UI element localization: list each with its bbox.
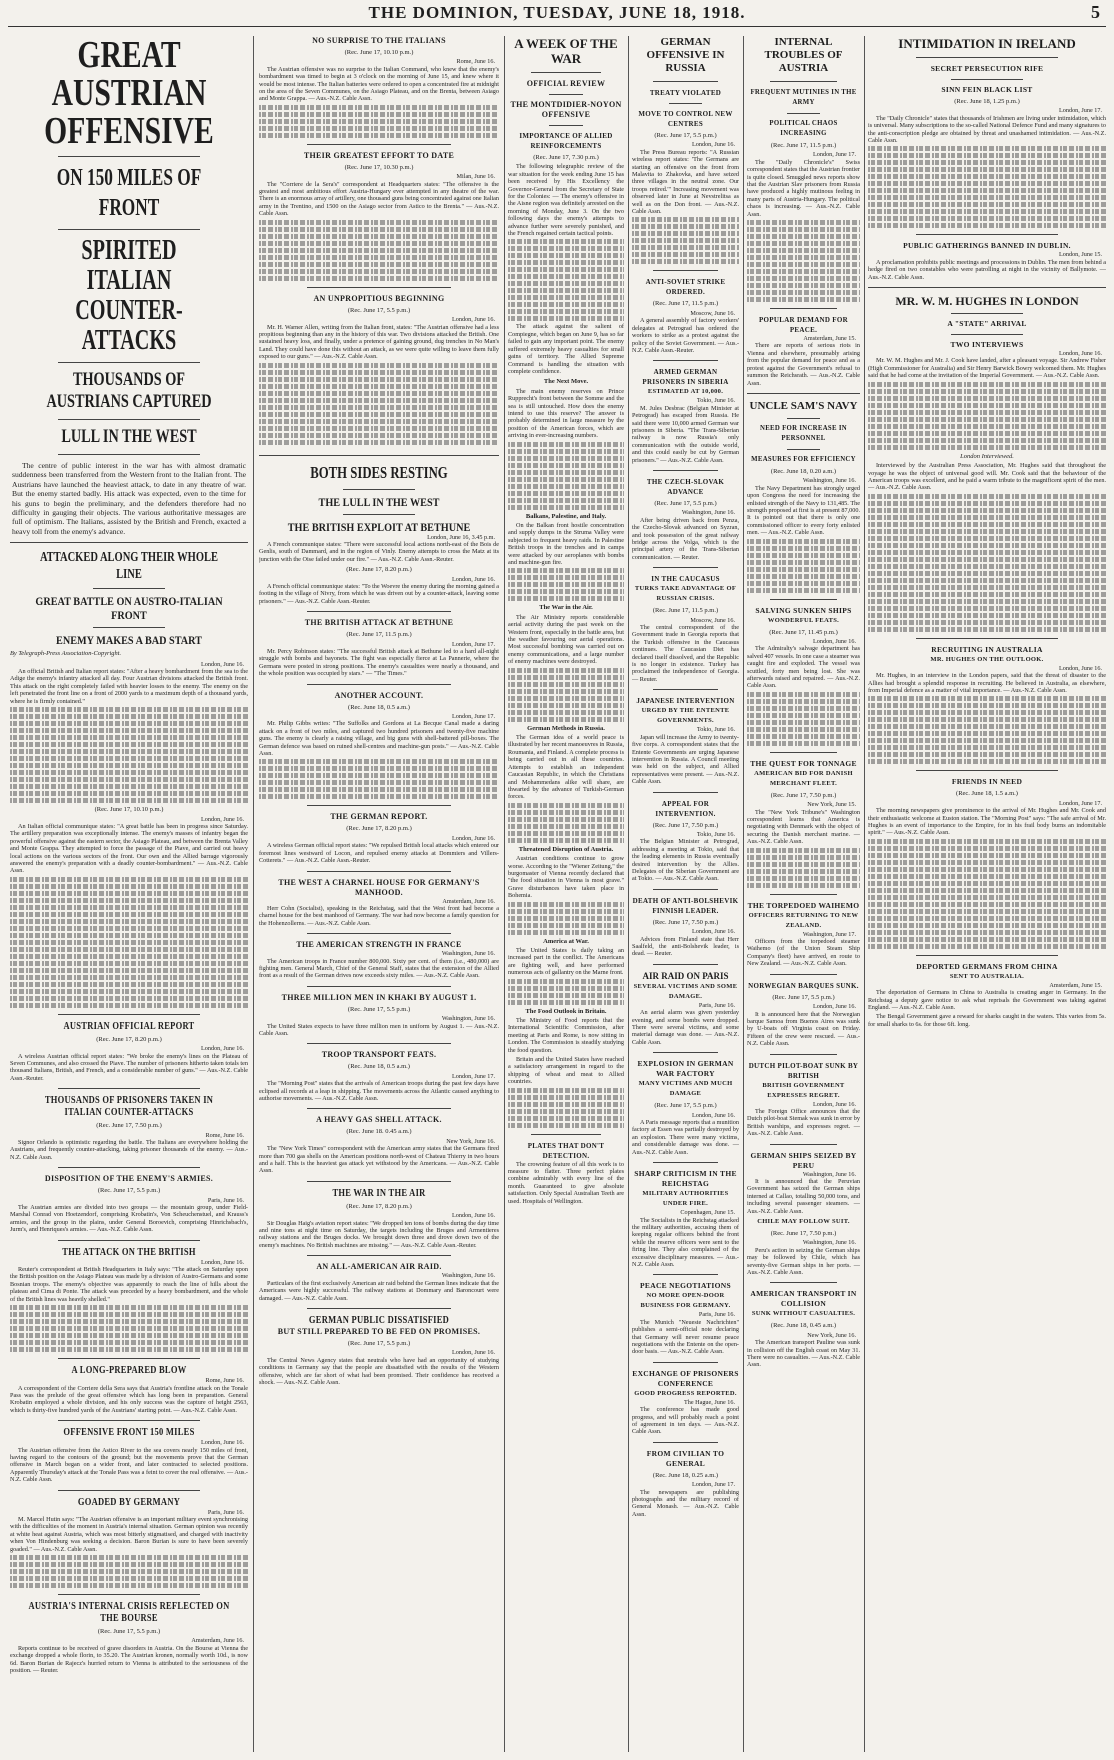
article-text: The "Daily Chronicle" states that thousands of Irishmen are living under intimidation, which is universal. Many subscriptions to the so-called National Defence Fund and many signatures to the anti-conscription pledge are obtained by threat and unashamed intimidation. — Aus.-N.Z. Cable Assn. <box>868 114 1106 145</box>
article-text: The morning newspapers give prominence to the arrival of Mr. Hughes and Mr. Cook and their enthusiastic welcome at Euston station. The "Morning Post" says: "The safe arrival of Mr. Hughes is an event of importance to the Empire, for in his frail body burns an indomitable spirit." — Aus.-N.Z. Cable Assn. <box>868 807 1106 837</box>
dateline-place: New York, June 16. <box>446 1137 495 1145</box>
article-text: There are reports of serious riots in Vienna and elsewhere, presumably arising from the popular demand for peace and as a protest against the Government's refusal to summon the Reichsrath. — Aus.-N.Z. Cable Assn. <box>747 342 860 387</box>
article-text: M. Jules Desbrac (Belgian Minister at Petrograd) has escaped from Russia. He said there were 10,000 armed German war prisoners in Siberia. "The Trans-Siberian railway is now Russia's only communication with the outside world, and this could easily be cut by German prisoners." — Aus.-N.Z. Cable Assn. <box>632 404 739 464</box>
received-date: (Rec. June 18, 0.20 a.m.) <box>770 467 837 475</box>
section-heading: THE GERMAN REPORT. <box>330 812 428 822</box>
headline-150-miles: ON 150 MILES OF FRONT <box>56 165 202 221</box>
received-date: (Rec. June 17, 5.5 p.m.) <box>347 306 411 314</box>
dateline-place: Moscow, June 16. <box>690 616 735 624</box>
article-text: Signor Orlando is optimistic regarding the battle. The Italians are everywhere holding the Austrians, and frequently counter-attacking, taking prisoner thousands of the enemy. — Aus.-N.Z. Cable Assn. <box>10 1139 248 1161</box>
dateline-place: London, June 16. <box>201 1439 244 1447</box>
section-subheading: OFFICERS RETURNING TO NEW ZEALAND. <box>748 911 859 929</box>
received-date: (Rec. June 17, 5.5 p.m.) <box>772 993 835 1001</box>
section-heading: TROOP TRANSPORT FEATS. <box>321 1050 437 1060</box>
column-1 <box>10 36 248 1754</box>
section-subheading: POLITICAL CHAOS INCREASING <box>769 120 838 137</box>
article-text: Mr. W. M. Hughes and Mr. J. Cook have landed, after a pleasant voyage. Sir Andrew Fisher (High Commissioner for Australia) and Sir Henry Barwick Bowry welcomed them. Mr. Hughes said that he had come at the invitation of the Imperial Government. — Aus.-N.Z. Cable Assn. <box>868 357 1106 380</box>
headline-german-offensive-russia: GERMAN OFFENSIVE IN RUSSIA <box>646 36 725 74</box>
section-heading: PEACE NEGOTIATIONS <box>640 1281 731 1291</box>
article-text: The conference has made good progress, and will probably reach a point of agreement in ten days. — Aus.-N.Z. Cable Assn. <box>632 1406 739 1436</box>
article-text: The deportation of Germans in China to Australia is creating anger in Germany. In the Reichstag a deputy gave notice to ask what reprisals the Government was taking against England. — Aus.-N.Z. Cable Assn. <box>868 989 1106 1011</box>
section-heading: THREE MILLION MEN IN KHAKI BY AUGUST 1. <box>281 992 477 1002</box>
article-text: It is announced here that the Norwegian barque Samoa from Buenos Aires was sunk by U-boats off Virginia coast on Friday. Fifteen of the crew were rescued. — Aus.-N.Z. Cable Assn. <box>747 1010 860 1048</box>
dateline-place: London, June 16. <box>201 815 244 823</box>
dateline-place: London, June 16. <box>692 141 735 149</box>
article-text: The "New York Tribune's" Washington correspondent learns that America is negotiating with Denmark with the object of securing the Danish merchant marine. — Aus.-N.Z. Cable Assn. <box>747 808 860 846</box>
masthead <box>0 0 1114 26</box>
section-subheading: BUT STILL PREPARED TO BE FED ON PROMISES. <box>277 1326 481 1336</box>
section-heading: ATTACKED ALONG THEIR WHOLE LINE <box>39 550 219 583</box>
article-text: Mr. Hughes, in an interview in the London papers, said that the threat of disaster to the Allies had brought a splendid response in recruiting. He believed in Australia, as elsewhere, from Imperial defence as a matter of vital importance. — Aus.-N.Z. Cable Assn. <box>868 672 1106 694</box>
subsection-title: Threatened Disruption of Austria. <box>518 845 614 853</box>
section-heading: THE BRITISH ATTACK AT BETHUNE <box>304 618 454 628</box>
article-text: A French communique states: "There were successful local actions north-east of the Bois de Genlis, south of Dammard, and in the region of Vinly. Enemy attempts to cross the Matz at its junction with the Oise failed under our fire." — Aus.-N.Z. Cable Assn.-Reuter. <box>259 540 499 563</box>
article-text: The Air Ministry reports considerable aerial activity during the past week on the Western front, especially in the battle area, but the weather favouring our aerial operations. Most successful bombing was carried out on enemy communications, and a large number of enemy machines were destroyed. <box>508 613 624 666</box>
article-text: An aerial alarm was given yesterday evening, and some bombs were dropped. There were several victims, and some material damage was done. — Aus.-N.Z. Cable Assn. <box>632 1009 739 1046</box>
dateline-place: London, June 17. <box>813 151 856 159</box>
received-date: (Rec. June 17, 5.5 p.m.) <box>97 1628 161 1635</box>
headline-lull-in-the-west: LULL IN THE WEST <box>61 426 197 447</box>
received-date: (Rec. June 17, 8.20 p.m.) <box>96 1035 162 1043</box>
article-text: Herr Cohn (Socialist), speaking in the Reichstag, said that the West front had become a charnel house for the best manhood of Germany. The war had now become a family question for the Hohenzollerns. — Aus.-N.Z. Cable Assn. <box>259 904 499 927</box>
article-text: Austrian conditions continue to grow worse. According to the "Wiener Zeitung," the burgomaster of Vienna recently declared that "the food situation in Vienna is most grave." Grave disturbances have taken place in Bohemia. <box>508 855 624 900</box>
dateline-place: London, June 17. <box>1059 799 1102 807</box>
column-rule <box>864 36 865 1752</box>
page-number: 5 <box>1091 2 1100 22</box>
section-subheading: BRITISH GOVERNMENT EXPRESSES REGRET. <box>762 1081 845 1099</box>
section-subheading: TREATY VIOLATED <box>649 89 722 97</box>
received-date: (Rec. June 17, 10.30 p.m.) <box>344 163 414 171</box>
dateline-place: London, June 16. <box>452 575 495 583</box>
section-heading: PUBLIC GATHERINGS BANNED IN DUBLIN. <box>903 241 1071 251</box>
section-subheading: NO MORE OPEN-DOOR BUSINESS FOR GERMANY. <box>640 1292 731 1310</box>
article-text: The German idea of a world peace is illustrated by her recent manoeuvres in Russia, Roumania, and Finland. A complete process is being carried out in all these countries. Attempts to establish an independent Caucasian Republic, in which the Christians and Mohammedans alike will share, are thwarted by the advance of Turkish-German forces. <box>508 734 624 801</box>
dateline-place: Amsterdam, June 16. <box>191 1637 244 1645</box>
received-date: (Rec. June 18, 0.5 a.m.) <box>348 703 410 711</box>
article-text: The Central News Agency states that neutrals who have had an opportunity of studying conditions in Germany say that the people are dissatisfied with the results of the Western offensive, which are far short of what had been promised. Their confidence has received a shock. — Aus.-N.Z. Cable Assn. <box>259 1356 499 1386</box>
article-text: The Socialists in the Reichstag attacked the military authorities, accusing them of keeping regular officers behind the front while the reserve officers were sent to the firing line. They also complained of the excessive disciplinary measures. — Aus.-N.Z. Cable Assn. <box>632 1216 739 1268</box>
dateline-place: Copenhagen, June 15. <box>680 1209 735 1217</box>
headline-both-sides-resting: BOTH SIDES RESTING <box>310 462 448 482</box>
headline-internal-troubles-austria: INTERNAL TROUBLES OF AUSTRIA <box>764 36 843 74</box>
dateline-place: London, June 17. <box>1059 107 1102 115</box>
section-heading: AUSTRIAN OFFICIAL REPORT <box>63 1020 195 1032</box>
section-heading: THE QUEST FOR TONNAGE <box>750 758 857 768</box>
dateline-place: Washington, June 16. <box>802 1239 856 1247</box>
article-text: The "Corriere de la Sera's" correspondent at Headquarters states: "The offensive is the greatest and most ambitious effort Austria-Hungary ever attempted in any theatre of the war. There is an enormous array of artillery, one thousand guns being concentrated against one Italian army in the Trentino, and 1500 on the Asiago sector from Astico to the Brenta." — Aus.-N.Z. Cable Assn. <box>259 180 499 218</box>
received-date: (Rec. June 17, 7.50 p.m.) <box>770 791 837 799</box>
article-text: The crowning feature of all this work is to measure to flatter. Three perfect plates combine admirably with every line of the month. Guaranteed to give absolute satisfaction. Only Special Australian Teeth are used. Hospitals of Wellington. <box>508 1160 624 1205</box>
dateline-place: Rome, June 16. <box>205 1377 244 1385</box>
article-text: The "New York Times" correspondent with the American army states that the Germans fired more than 700 gas shells on the American positions north-west of Chateau Thierry in two hours and a half. This is the heaviest gas attack yet withstood by the Americans. — Aus.-N.Z. Cable Assn. <box>259 1145 499 1175</box>
article-text: Mr. Percy Robinson states: "The successful British attack at Bethune led to a hard all-night struggle with bombs and bayonets. The fight was especially fierce at La Pannerie, where the Germans were posted in strong positions. The enemy's casualties were nearly a thousand, and the whole position was occupied by stars." — "The Times." <box>259 648 499 678</box>
headline-thousands-captured: THOUSANDS OF AUSTRIANS CAPTURED <box>46 369 212 412</box>
section-heading: OFFENSIVE FRONT 150 MILES <box>63 1427 195 1439</box>
dateline-place: London, June 16, 3.45 p.m. <box>427 533 495 541</box>
masthead-rule <box>8 26 1106 27</box>
dateline-place: Moscow, June 16. <box>690 309 735 317</box>
column-4 <box>632 36 739 1754</box>
dateline-place: Washington, June 17. <box>802 930 856 938</box>
dateline-place: Tokio, June 16. <box>696 397 735 405</box>
received-date: (Rec. June 17, 5.5 p.m.) <box>654 132 717 139</box>
article-text: Peru's action in seizing the German ships may be followed by Chile, which has seventy-five German ships in her ports. — Aus.-N.Z. Cable Assn. <box>747 1246 860 1277</box>
article-text: M. Marcel Hutin says: "The Austrian offensive is an important military event synchronising with the difficulties of the moment in Austria's internal situation. German opinion was recently at white heat against Austria, which was most bitterly stigmatised, and charged with inactivity when Von Hindenburg was seeking a decision. Baron Burian is sure to have been severely goaded." — Aus.-N.Z. Cable Assn. <box>10 1515 248 1553</box>
section-heading: ANOTHER ACCOUNT. <box>334 690 424 700</box>
dateline-place: Washington, June 16. <box>681 509 735 517</box>
section-heading: THE CZECH-SLOVAK ADVANCE <box>646 477 725 496</box>
dateline-place: London, June 16. <box>201 1258 244 1266</box>
headline-uncle-sams-navy: UNCLE SAM'S NAVY <box>749 399 858 412</box>
article-text: Reuter's correspondent at British Headquarters in Italy says: "The attack on Saturday upon the British position on the Asiago Plateau was made by a division of Austro-Germans and some Bosnian troops. The enemy's objective was apparently to reach the line of hills about the plateau and Cima di Ponte. The attack was preceded by a heavy bombardment, and the whole of the British lines was heavily shelled." <box>10 1266 248 1303</box>
subsection-title: The Food Outlook in Britain. <box>525 1007 607 1015</box>
section-subheading: MOVE TO CONTROL NEW CENTRES <box>638 110 733 128</box>
section-subheading: MR. HUGHES ON THE OUTLOOK. <box>930 655 1044 663</box>
received-date: (Rec. June 17, 10.10 p.m.) <box>344 49 414 56</box>
article-text: The Press Bureau reports: "A Russian wireless report states: 'The Germans are starting an offensive on the front from Malavita to Zhakovka, and have seized three villages in the neutral zone. Our troops retired.'" Increasing movement was observed later in June at Nevstrelitsa as well as on the Don front. — Aus.-N.Z. Cable Assn. <box>632 148 739 216</box>
section-heading: AUSTRIA'S INTERNAL CRISIS REFLECTED ON THE BOURSE <box>28 1601 230 1624</box>
section-subheading: SEVERAL VICTIMS AND SOME DAMAGE. <box>633 982 738 1000</box>
article-text: Advices from Finland state that Herr Saalfeld, the anti-Bolshevik leader, is dead. — Reuter. <box>632 935 739 958</box>
article-text: The Belgian Minister at Petrograd, addressing a meeting at Tokio, said that the leading elements in Russia eventually desired intervention by the Allies. Delegates of the Siberian Government are at Tokio. — Aus.-N.Z. Cable Assn. <box>632 838 739 883</box>
section-heading: RECRUITING IN AUSTRALIA <box>931 644 1043 654</box>
received-date: (Rec. June 17, 11.5 p.m.) <box>652 300 719 308</box>
received-date: (Rec. June 17, 7.50 p.m.) <box>652 918 719 926</box>
received-date: (Rec. June 17, 11.5 p.m.) <box>652 607 719 615</box>
dateline-place: London, June 16. <box>1059 664 1102 672</box>
article-text: The central correspondent of the Government trade in Georgia reports that the Turkish offensive in the Caucasus continues. The Caucasian Diet has declared itself dissolved, and the Republic is no longer in existence. Turkey has proclaimed the independence of Georgia. — Reuter. <box>632 624 739 683</box>
headline-italian-counter-attacks: SPIRITED ITALIAN COUNTER-ATTACKS <box>75 235 183 356</box>
article-text: The United States is daily taking an increased part in the conflict. The Americans are fighting well, and have performed numerous acts of gallantry on the Marne front. <box>508 946 624 977</box>
section-heading: THE AMERICAN STRENGTH IN FRANCE <box>296 940 462 950</box>
article-text: Japan will increase the Army to twenty-five corps. A correspondent states that the Entente Governments are urging Japanese intervention in Russia. A Council meeting was held on the subject, and Allied representatives were present. — Aus.-N.Z. Cable Assn. <box>632 733 739 786</box>
headline-hughes-in-london: MR. W. M. HUGHES IN LONDON <box>895 294 1079 309</box>
received-date: (Rec. June 17, 11.5 p.m.) <box>346 631 412 639</box>
article-text: Britain and the United States have reached a satisfactory arrangement in regard to the shipping of wheat and meat to Allied countries. <box>508 1056 624 1086</box>
column-rule <box>743 36 744 1752</box>
dateline-place: Amsterdam, June 16. <box>442 897 495 905</box>
dateline-place: London, June 16. <box>813 1003 856 1011</box>
dateline-place: London, June 16. <box>452 834 495 842</box>
subsection-title: The War in the Air. <box>539 604 593 612</box>
article-text: Mr. Philip Gibbs writes: "The Suffolks and Gordons at La Becque Canal made a daring attack on a front of two miles, and captured two hundred prisoners and twenty-five machine guns. The enemy is clearly a raising village, and big guns with shell-battered pill-boxes. The German defence was based on ruined shell-centres and machine-gun posts." — Aus.-N.Z. Cable Assn. <box>259 720 499 758</box>
dateline-place: London, June 17. <box>452 713 495 721</box>
article-text: The Austrian armies are divided into two groups — the mountain group, under Field-Marshal Conrad von Hoetzendorf, comprising Krobatin's, Von Scheuchenstuel, and Krauss's armies, and the group in the plains, under General Boroevich, comprising Hinrichsbach's, Jurm's, and Henriques's armies. — Aus.-N.Z. Cable Assn. <box>10 1204 248 1234</box>
dateline-place: London, June 16. <box>813 1100 856 1108</box>
section-heading: APPEAL FOR INTERVENTION. <box>655 799 716 818</box>
dateline-place: Rome, June 16. <box>456 58 495 66</box>
headline-intimidation-ireland: INTIMIDATION IN IRELAND <box>898 36 1076 51</box>
dateline-place: London, June 16. <box>201 660 244 668</box>
received-date: (Rec. June 17, 5.5 p.m.) <box>347 1339 411 1347</box>
received-date: (Rec. June 17, 5.5 p.m.) <box>347 1005 411 1013</box>
article-text: The Admiralty's salvage department has salved 407 vessels. In one case a steamer was caught fire and exploded. The vessel was scuttled, forty men being lost. She was afterwards raised and repaired. — Aus.-N.Z. Cable Assn. <box>747 645 860 690</box>
dateline-place: London, June 16. <box>201 1045 244 1053</box>
received-date: (Rec. June 18, 0.45 a.m.) <box>770 1322 837 1330</box>
dateline-place: London, June 16. <box>692 1111 735 1119</box>
section-heading: GOADED BY GERMANY <box>77 1496 181 1508</box>
section-heading: IN THE CAUCASUS <box>651 575 720 584</box>
dateline-place: Tokio, June 16. <box>696 726 735 734</box>
section-heading: AMERICAN TRANSPORT IN COLLISION <box>750 1289 857 1309</box>
article-text: An Italian official communique states: "A great battle has been in progress since Saturday. The artillery preparation was exceptionally intense. The enemy's masses of infantry began the powerful offensive against the eastern sector, the Asiago Plateau, and between the Brenta Valley and Monte Grappa. They attempted to force the passage of the Piave, and carried out heavy local actions on the various sectors of the front. Our own and the Allied barrage vigorously answered the enemy's preparation with a deadly counter-bombardment." — Aus.-N.Z. Cable Assn. <box>10 822 248 875</box>
section-heading: EXPLOSION IN GERMAN WAR FACTORY <box>637 1059 734 1079</box>
section-subheading: AMERICAN BID FOR DANISH MERCHANT FLEET. <box>754 769 853 787</box>
section-subheading: MEASURES FOR EFFICIENCY <box>751 455 856 463</box>
received-date: (Rec. June 18, 1.5 a.m.) <box>956 790 1018 798</box>
section-subheading: URGED BY THE ENTENTE GOVERNMENTS. <box>641 707 730 725</box>
section-subheading: THE LULL IN THE WEST <box>318 494 440 509</box>
section-heading: FROM CIVILIAN TO GENERAL <box>646 1448 725 1468</box>
section-subheading: ESTIMATED AT 10,000. <box>647 388 724 396</box>
section-heading: DEATH OF ANTI-BOLSHEVIK FINNISH LEADER. <box>632 896 739 915</box>
subsection-title: German Methods in Russia. <box>527 724 605 732</box>
section-subheading: WONDERFUL FEATS. <box>767 616 840 624</box>
article-text: The Navy Department has strongly urged upon Congress the need for increasing the enlisted strength of the Navy to 131,485. The strength proposed at first is at present 87,000. It is pointed out that there is only one commissioned officer to every forty enlisted men. — Aus.-N.Z. Cable Assn. <box>747 484 860 537</box>
article-text: Sir Douglas Haig's aviation report states: "We dropped ten tons of bombs during the day time and nine tons at night time on Saturday, the targets including the Bruges and Armentieres railway stations and the Bruges docks. We brought down three and drove down two of the enemy's machines. No British machines are missing." — Aus.-N.Z. Cable Assn.-Reuter. <box>259 1219 499 1249</box>
section-subheading: A "STATE" ARRIVAL <box>947 319 1027 329</box>
section-heading: THE TORPEDOED WAIHEMO <box>747 900 860 910</box>
dateline-place: Washington, June 16. <box>441 950 495 958</box>
section-heading: NORWEGIAN BARQUES SUNK. <box>748 981 859 990</box>
section-heading: AIR RAID ON PARIS <box>642 970 729 981</box>
dateline-place: Washington, June 16. <box>441 1272 495 1280</box>
section-heading: SALVING SUNKEN SHIPS <box>755 605 852 615</box>
article-text: A wireless German official report states: "We repulsed British local attacks which entered our foremost lines westward of Locon, and repulsed enemy attacks at Dommiers and Villers-Cotterets." — Aus.-N.Z. Cable Assn.-Reuter. <box>259 842 499 865</box>
section-subheading: OFFICIAL REVIEW <box>526 79 606 88</box>
dateline-place: London, June 16. <box>1059 350 1102 358</box>
dateline-place: New York, June 16. <box>807 1331 856 1339</box>
article-text: A proclamation prohibits public meetings and processions in Dublin. The men from behind a hedge fired on two constables who were patrolling at night in the vicinity of Ballymote. — Aus.-N.Z. Cable Assn. <box>868 258 1106 281</box>
dateline-place: Rome, June 16. <box>205 1131 244 1139</box>
headline-great-austrian-offensive: GREAT AUSTRIAN OFFENSIVE <box>44 36 214 152</box>
article-text: The Ministry of Food reports that the International Scientific Commission, after meeting at Paris and Rome, is now sitting in London. The Commission is steadily studying the food question. <box>508 1017 624 1054</box>
column-rule <box>504 36 505 1752</box>
received-date: (Rec. June 17, 8.20 p.m.) <box>346 825 412 833</box>
dateline-place: Paris, June 16. <box>207 1196 244 1204</box>
article-text: The attack against the salient of Compiegne, which began on June 9, has so far failed to gain any important point. The enemy suffered extremely heavy casualties for small gains of territory. The Allied Supreme Command is handling the situation with complete confidence. <box>508 323 624 375</box>
dateline-place: London, June 16. <box>452 316 495 324</box>
received-date: (Rec. June 17, 11.45 p.m.) <box>769 628 838 636</box>
article-text: A French official communique states: "To the Woevre the enemy during the morning gained a footing in the village of Nivry, from which he was driven out by a counter-attack, leaving some prisoners." — Aus.-N.Z. Cable Assn.-Reuter. <box>259 582 499 605</box>
section-heading: PLATES THAT DON'T DETECTION. <box>527 1141 605 1160</box>
dateline-place: Tokio, June 16. <box>696 830 735 838</box>
received-date: (Rec. June 17, 5.5 p.m.) <box>97 1187 161 1195</box>
received-date: (Rec. June 17, 10.10 p.m.) <box>94 806 164 814</box>
article-text: Officers from the torpedoed steamer Waihemo (of the Union Steam Ship Company's fleet) have arrived, en route to New Zealand. — Aus.-N.Z. Cable Assn. <box>747 938 860 968</box>
section-heading: FRIENDS IN NEED <box>951 777 1023 787</box>
received-date: (Rec. June 18. 0.45 a.m.) <box>346 1128 412 1136</box>
section-heading: ARMED GERMAN PRISONERS IN SIBERIA <box>642 368 729 387</box>
dateline-place: Paris, June 16. <box>698 1001 735 1009</box>
section-heading: CHILE MAY FOLLOW SUIT. <box>757 1218 850 1225</box>
dateline-place: London, June 17. <box>452 640 495 648</box>
article-text: The American transport Pauline was sunk in collision off the English coast on May 31. There were no casualties. — Aus.-N.Z. Cable Assn. <box>747 1339 860 1369</box>
received-date: (Rec. June 17, 7.50 p.m.) <box>652 821 719 829</box>
section-subheading: MILITARY AUTHORITIES UNDER FIRE. <box>642 1190 729 1208</box>
article-text: The following telegraphic review of the war situation for the week ending June 15 has been received by His Excellency the Governor-General from the Secretary of State for the Colonies: — The enemy's offensive in the Aisne region was definitely arrested on the morning of Monday, June 3. On the two following days the enemy's attempts to advance further were severely punished, and the French regained certain tactical points. <box>508 163 624 238</box>
section-heading: A LONG-PREPARED BLOW <box>71 1365 187 1377</box>
received-date: (Rec. June 17, 5.5 p.m.) <box>654 1102 717 1110</box>
dateline-place: London, June 16. <box>452 1349 495 1357</box>
article-text: A Paris message reports that a munition factory at Essen was partially destroyed by an explosion. There were many victims, and considerable damage was done. — Aus.-N.Z. Cable Assn. <box>632 1119 739 1156</box>
article-text: The Bengal Government gave a reward for sharks caught in the waters. This varies from 5s. for small sharks to 6s. for those 6ft. long. <box>868 1013 1106 1028</box>
section-subheading: TWO INTERVIEWS <box>950 340 1024 350</box>
received-date: (Rec. June 17, 5.5 p.m.) <box>654 499 717 507</box>
section-subheading: SUNK WITHOUT CASUALTIES. <box>751 1310 856 1318</box>
dateline-place: Milan, June 16. <box>456 173 495 181</box>
article-text: On the Balkan front hostile concentration and supply dumps in the Struma Valley were subjected to frequent heavy raids. In Palestine British troops in the trenches and in camps were attacked by our aeroplanes with bombs and machine-gun fire. <box>508 521 624 566</box>
section-subheading: NEED FOR INCREASE IN PERSONNEL <box>759 424 847 442</box>
section-subheading: GOOD PROGRESS REPORTED. <box>634 1389 737 1397</box>
dateline-place: The Hague, June 16. <box>683 1398 735 1406</box>
article-text: A general assembly of factory workers' delegates at Petrograd has ordered the workers to strike as a protest against the policy of the Soviet Government. — Aus.-N.Z. Cable Assn.-Reuter. <box>632 317 739 354</box>
lede-paragraph: The centre of public interest in the war has with almost dramatic suddenness been transferred from the Western front to the Italian front. The Austrians have launched the heaviest attack, to date in any theatre of war. But the enemy started badly. His attack was expected, even to the time for his guns to begin the preliminary, and the defenders therefore had no difficulty in gauging their objects. The various authoritative messages are full of optimism. The Italians, assisted by the British and French, exacted a heavy toll from the enemy's advance. <box>12 461 246 536</box>
received-date: (Rec. June 17, 7.30 p.m.) <box>533 154 599 161</box>
received-date: (Rec. June 17, 8.20 p.m.) <box>346 566 412 574</box>
received-date: (Rec. June 17, 7.50 p.m.) <box>770 1230 837 1237</box>
section-subheading: ENEMY MAKES A BAD START <box>56 633 202 648</box>
article-text: The newspapers are publishing photographs and the military record of General Monash. — Aus.-N.Z. Cable Assn. <box>632 1488 739 1518</box>
section-heading: AN ALL-AMERICAN AIR RAID. <box>316 1262 442 1272</box>
received-date: (Rec. June 17, 7.50 p.m.) <box>96 1122 162 1130</box>
dateline-place: London, June 16. <box>452 1212 495 1220</box>
article-text: An official British and Italian report states: "After a heavy bombardment from the sea to the Adige the enemy's infantry attacked all day. Four Austrian divisions attacked the British front. This attack on the right completely failed with heavier losses to the enemy. The enemy on the left penetrated the front line on a front of 2000 yards to a maximum depth of a thousand yards, where he is firmly contained." <box>10 668 248 705</box>
dateline-place: London, June 16. <box>813 637 856 645</box>
column-6 <box>868 36 1106 1754</box>
section-heading: NO SURPRISE TO THE ITALIANS <box>312 36 446 45</box>
article-text: The "Daily Chronicle's" Swiss correspondent states that the Austrian frontier is quite closed. Smuggled news reports show that the Austrian Slav prisoners from Russia have produced a highly mutinous feeling in many parts of Austria-Hungary. The political chaos is increasing. — Aus.-N.Z. Cable Assn. <box>747 158 860 218</box>
section-subheading: THE MONTDIDIER-NOYON OFFENSIVE <box>510 100 622 119</box>
received-date: (Rec. June 17, 8.20 p.m.) <box>346 1202 412 1210</box>
byline: By Telegraph-Press Association-Copyright. <box>10 650 122 658</box>
section-heading: POPULAR DEMAND FOR PEACE. <box>758 316 848 335</box>
article-text: The American troops in France number 800,000. Sixty per cent. of them (i.e., 480,000) are fighting men. General March, Chief of the General Staff, states that the extension of the Allied front as a result of the German drives now exceeds sixty miles. — Aus.-N.Z. Cable Assn. <box>259 957 499 980</box>
dateline-place: New York, June 15. <box>807 801 856 809</box>
section-heading: EXCHANGE OF PRISONERS CONFERENCE <box>632 1368 739 1388</box>
newspaper-title: THE DOMINION, TUESDAY, JUNE 18, 1918. <box>368 3 746 22</box>
section-heading: THE ATTACK ON THE BRITISH <box>62 1246 196 1258</box>
section-heading: THE WAR IN THE AIR <box>332 1187 426 1199</box>
section-heading: DEPORTED GERMANS FROM CHINA <box>916 961 1058 971</box>
column-rule <box>628 36 629 1752</box>
section-heading: THOUSANDS OF PRISONERS TAKEN IN ITALIAN COUNTER-ATTACKS <box>44 1095 214 1119</box>
subsection-title: The Next Move. <box>543 378 589 386</box>
dateline-place: London, June 16. <box>692 928 735 936</box>
section-subheading: SINN FEIN BLACK LIST <box>941 85 1033 94</box>
section-heading: A HEAVY GAS SHELL ATTACK. <box>316 1115 442 1125</box>
section-subheading: TURKS TAKE ADVANTAGE OF RUSSIAN CRISIS. <box>634 585 737 603</box>
subsection-title: Balkans, Palestine, and Italy. <box>525 512 607 520</box>
article-text: Interviewed by the Australian Press Association, Mr. Hughes said that throughout the voyage he was the object of universal good will. Mr. Cook said that the behaviour of the American troops was excellent, and he paid a warm tribute to the magnificent spirit of the men. — Aus.-N.Z. Cable Assn. <box>868 462 1106 492</box>
column-rule <box>253 36 254 1752</box>
dateline-place: Washington, June 16. <box>802 477 856 485</box>
article-text: The United States expects to have three million men in uniform by August 1. — Aus.-N.Z. Cable Assn. <box>259 1022 499 1037</box>
article-text: The Munich "Neueste Nachrichten" publishes a semi-official note declaring that Germany will never resume peace negotiations with the Entente on the open-door basis. — Aus.-N.Z. Cable Assn. <box>632 1318 739 1356</box>
section-heading: SHARP CRITICISM IN THE REICHSTAG <box>634 1169 737 1189</box>
article-text: It is announced that the Peruvian Government has seized the German ships interned at Callao, totalling 50,000 tons, and including several passenger steamers. — Aus.-N.Z. Cable Assn. <box>747 1177 860 1215</box>
article-text: The "Morning Post" states that the arrivals of American troops during the past few days have eclipsed all records at a leap in shipping. The movements across the Atlantic caused anything to authorise movements. — Aus.-N.Z. Cable Assn. <box>259 1080 499 1102</box>
section-heading: GERMAN PUBLIC DISSATISFIED <box>308 1314 450 1326</box>
article-text: A wireless Austrian official report states: "We broke the enemy's lines on the Plateau of Seven Communes, and also crossed the Piave. The number of prisoners hitherto taken totals ten thousand Italians, British, and French, and a considerable number of guns." — Aus.-N.Z. Cable Assn.-Reuter. <box>10 1052 248 1082</box>
received-date: (Rec. June 17, 11.5 p.m.) <box>770 142 837 149</box>
article-text: A correspondent of the Corriere della Sera says that Austria's frontline attack on the Tonale Pass was the prelude of the great offensive which has long been in preparation. General Krobatin employed a whole division, and his only success was the capture of height 2563, which is thirty-five hundred yards of the Austrians' starting point. — Aus.-N.Z. Cable Assn. <box>10 1384 248 1414</box>
section-subheading: IMPORTANCE OF ALLIED REINFORCEMENTS <box>519 132 613 150</box>
section-heading: THE WEST A CHARNEL HOUSE FOR GERMANY'S MANHOOD. <box>278 877 480 897</box>
section-heading: DISPOSITION OF THE ENEMY'S ARMIES. <box>44 1174 214 1184</box>
section-heading: ANTI-SOVIET STRIKE ORDERED. <box>645 278 726 297</box>
article-text: After being driven back from Penza, the Czecho-Slovak advanced on Syzran, and took possession of the great railway bridge across the Volga, which is the principal artery of the Trans-Siberian communication. — Reuter. <box>632 516 739 561</box>
dateline-place: London, June 15. <box>1059 251 1102 259</box>
column-3 <box>508 36 624 1754</box>
headline-week-of-war: A WEEK OF THE WAR <box>514 36 618 66</box>
article-text: Mr. H. Warner Allen, writing from the Italian front, states: "The Austrian offensive had a less propitious beginning than any in the history of this war. Two divisions attacked the British. One sustained heavy loss, and finally, under a pretence of gaining ground, dug trenches in No Man's Land. They could have done this without an attack, as we were quite willing to leave them fully exposed to our guns." — Aus.-N.Z. Cable Assn. <box>259 323 499 361</box>
dateline-place: London, June 17. <box>452 1072 495 1080</box>
section-subheading: MANY VICTIMS AND MUCH DAMAGE <box>638 1080 733 1098</box>
section-heading: AN UNPROPITIOUS BEGINNING <box>313 293 445 303</box>
dateline-place: Amsterdam, June 15. <box>1049 981 1102 989</box>
dateline-place: Washington, June 16. <box>441 1015 495 1023</box>
section-heading: THEIR GREATEST EFFORT TO DATE <box>303 150 455 160</box>
dateline-place: Amsterdam, June 15. <box>803 335 856 343</box>
dateline-place: Paris, June 16. <box>698 1311 735 1319</box>
section-heading: DUTCH PILOT-BOAT SUNK BY BRITISH <box>748 1061 859 1080</box>
column-2 <box>259 36 499 1754</box>
column-5 <box>747 36 860 1754</box>
received-date: (Rec. June 18, 0.5 a.m.) <box>348 1063 410 1071</box>
article-text: The Austrian offensive from the Astico River to the sea covers nearly 150 miles of front, having regard to the contours of the ground; but the movements prove that the German offensive in March began on a wider front, and later contracted to selected positions. Apparently Thursday's attack at the Tonale Pass was a feint to cover the real offensive. — Aus.-N.Z. Cable Assn. <box>10 1446 248 1484</box>
section-subheading: GREAT BATTLE ON AUSTRO-ITALIAN FRONT <box>35 594 223 623</box>
section-subheading: THE BRITISH EXPLOIT AT BETHUNE <box>287 519 471 534</box>
section-subheading: FREQUENT MUTINIES IN THE ARMY <box>750 89 857 106</box>
subsection-title: America at War. <box>543 937 589 945</box>
dateline-place: Paris, June 16. <box>207 1508 244 1516</box>
dateline-place: London, June 17. <box>692 1481 735 1489</box>
article-text: The main enemy reserves on Prince Rupprecht's front between the Somme and the sea is still untouched. How does the enemy intend to use this reserve? The answer is probably determined in large measure by the position of the American forces, which are arriving in ever-increasing numbers. <box>508 387 624 440</box>
section-heading: GERMAN SHIPS SEIZED BY PERU <box>750 1150 857 1170</box>
received-date: (Rec. June 18, 1.25 p.m.) <box>954 98 1020 105</box>
article-text: The Foreign Office announces that the Dutch pilot-boat Stemak was sunk in error by British warships, and expresses regret. — Aus.-N.Z. Cable Assn. <box>747 1107 860 1138</box>
dateline-place: Washington, June 16. <box>802 1170 856 1178</box>
section-heading: JAPANESE INTERVENTION <box>636 697 735 706</box>
article-text: The Austrian offensive was no surprise to the Italian Command, who knew that the enemy's bombardment was timed to begin at 3 o'clock on the morning of June 15, and knew where it would be most intense. The Italian batteries were ordered to open a concentrated fire at midnight on the area of the Seven Communes, on the Asiago Plateau, and on the Brenta, between Asiago and Monte Grappa. — Aus.-N.Z. Cable Assn. <box>259 65 499 103</box>
section-subheading: SECRET PERSECUTION RIFE <box>930 64 1044 73</box>
section-subheading: SENT TO AUSTRALIA. <box>949 972 1025 980</box>
article-text: Particulars of the first exclusively American air raid behind the German lines indicate that the Americans were highly successful. The railway stations at Dommary and Baroncourt were damaged. — Aus.-N.Z. Cable Assn. <box>259 1279 499 1302</box>
received-date: (Rec. June 18, 0.25 a.m.) <box>652 1471 719 1479</box>
subsection-title: London Interviewed. <box>960 452 1014 460</box>
article-text: Reports continue to be received of grave disorders in Austria. On the Bourse at Vienna the exchange dropped a whole florin, to 35.20. The Austrian kronen, normally worth 10d., is now 6d. Baron Burian de Rajecz's hurried return to Vienna is attributed to the seriousness of the position. — Reuter. <box>10 1644 248 1675</box>
